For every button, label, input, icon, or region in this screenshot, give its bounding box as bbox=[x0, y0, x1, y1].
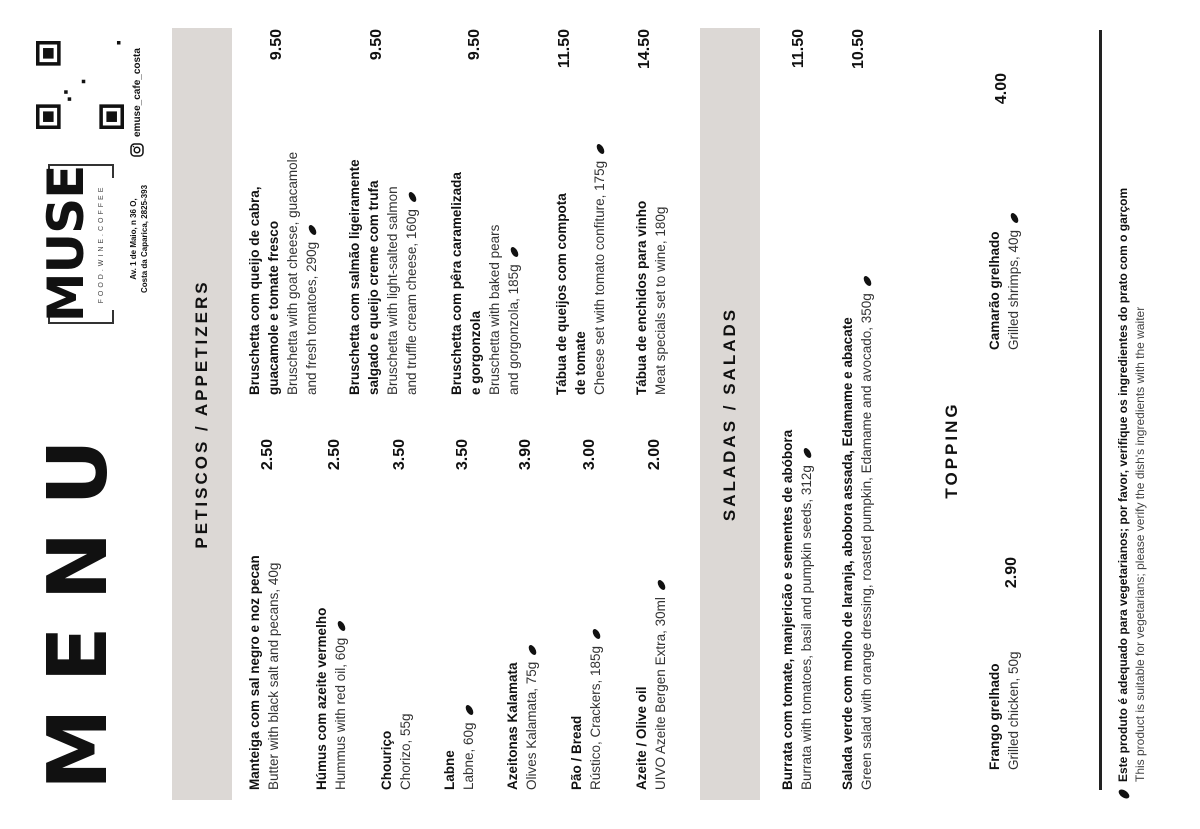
menu-item bbox=[632, 579, 670, 790]
item-name: Tábua de enchidos para vinho bbox=[634, 200, 649, 395]
item-name: e gorgonzola bbox=[468, 311, 483, 395]
item-description bbox=[857, 275, 876, 790]
menu-item bbox=[567, 628, 605, 790]
item-name: Camarão grelhado bbox=[987, 231, 1002, 350]
item-description bbox=[504, 172, 523, 395]
divider bbox=[1099, 30, 1102, 790]
leaf-icon bbox=[799, 447, 814, 465]
item-description bbox=[485, 172, 504, 395]
menu-item bbox=[985, 212, 1023, 350]
item-description bbox=[383, 159, 402, 395]
leaf-icon bbox=[859, 275, 874, 293]
item-description-text: Grilled shrimps, 40g bbox=[1006, 229, 1021, 350]
item-name: Chouriço bbox=[379, 730, 394, 790]
leaf-icon bbox=[506, 246, 521, 264]
item-name: Labne bbox=[442, 750, 457, 790]
qr-code-icon[interactable] bbox=[36, 41, 124, 129]
item-description bbox=[590, 143, 609, 395]
item-description bbox=[651, 201, 670, 395]
item-description bbox=[522, 644, 541, 790]
muse-logo bbox=[38, 164, 130, 324]
menu-item bbox=[985, 651, 1023, 770]
item-description bbox=[331, 608, 350, 790]
item-price: 3.50 bbox=[391, 439, 408, 471]
item-description bbox=[459, 704, 478, 790]
item-description-text: Bruschetta with baked pears bbox=[487, 224, 502, 395]
item-price: 2.00 bbox=[646, 439, 663, 471]
item-price: 10.50 bbox=[850, 29, 867, 70]
item-name: de tomate bbox=[573, 331, 588, 395]
instagram-icon bbox=[130, 143, 144, 157]
item-description bbox=[797, 430, 816, 790]
item-price: 11.50 bbox=[790, 29, 807, 69]
menu-item bbox=[503, 644, 541, 790]
address bbox=[128, 169, 150, 309]
item-description bbox=[283, 152, 302, 395]
item-description-text: Meat specials set to wine, 180g bbox=[653, 206, 668, 395]
menu-item bbox=[345, 159, 421, 395]
item-name: Frango grelhado bbox=[987, 663, 1002, 770]
item-description-text: Rústico, Crackers, 185g bbox=[588, 645, 603, 790]
item-description bbox=[1004, 651, 1023, 770]
item-name: Pão / Bread bbox=[569, 715, 584, 790]
item-price: 2.50 bbox=[259, 439, 276, 471]
vegetarian-note-en: This product is suitable for vegetarians; please verify the dish's ingredients with the waiter bbox=[1133, 306, 1147, 782]
item-description-text: Green salad with orange dressing, roasted pumpkin, Edamame and avocado, 350g bbox=[859, 293, 874, 790]
item-price: 3.50 bbox=[454, 439, 471, 471]
item-description bbox=[402, 159, 421, 395]
item-description-text: Grilled chicken, 50g bbox=[1006, 651, 1021, 770]
item-description-text: and fresh tomatoes, 290g bbox=[304, 241, 319, 395]
item-name: Bruschetta com salmão ligeiramente bbox=[347, 159, 362, 395]
menu-item bbox=[312, 608, 350, 790]
leaf-icon bbox=[304, 224, 319, 242]
menu-item bbox=[632, 201, 670, 395]
vegetarian-note bbox=[1115, 188, 1149, 800]
leaf-icon bbox=[1117, 788, 1131, 800]
item-description-text: Labne, 60g bbox=[461, 722, 476, 790]
menu-item bbox=[447, 172, 523, 395]
item-description bbox=[1004, 212, 1023, 350]
item-name: Azeite / Olive oil bbox=[634, 686, 649, 790]
item-price: 9.50 bbox=[268, 29, 285, 61]
item-name: Manteiga com sal negro e noz pecan bbox=[247, 555, 262, 790]
vegetarian-note-pt: Este produto é adequado para vegetarianos; por favor, verifique os ingredientes do prato com o garçom bbox=[1116, 187, 1130, 782]
item-name: Bruschetta com pêra caramelizada bbox=[449, 172, 464, 395]
menu-item bbox=[245, 152, 321, 395]
leaf-icon bbox=[524, 644, 539, 662]
menu-item bbox=[245, 555, 283, 790]
item-price: 2.90 bbox=[1003, 557, 1020, 589]
item-price: 3.00 bbox=[581, 439, 598, 471]
item-description bbox=[264, 555, 283, 790]
item-description-text: UIVO Azeite Bergen Extra, 30ml bbox=[653, 597, 668, 790]
item-name: Bruschetta com queijo de cabra, bbox=[247, 186, 262, 395]
logo-tagline: FOOD.WINE.COFFEE bbox=[98, 184, 105, 304]
leaf-icon bbox=[588, 628, 603, 646]
item-name: salgado e queijo creme com trufa bbox=[366, 180, 381, 395]
item-description-text: Butter with black salt and pecans, 40g bbox=[266, 562, 281, 790]
item-price: 11.50 bbox=[556, 29, 573, 69]
item-price: 3.90 bbox=[517, 439, 534, 471]
item-description bbox=[302, 152, 321, 395]
address-line: Av. 1 de Maio, n 36 O, bbox=[129, 198, 138, 280]
leaf-icon bbox=[333, 620, 348, 638]
item-name: guacamole e tomate fresco bbox=[266, 220, 281, 395]
leaf-icon bbox=[461, 704, 476, 722]
logo-word: MUSE bbox=[37, 165, 95, 323]
item-description bbox=[586, 628, 605, 790]
menu-item bbox=[552, 143, 609, 395]
item-name: Azeitonas Kalamata bbox=[505, 662, 520, 790]
item-name: Húmus com azeite vermelho bbox=[314, 607, 329, 790]
leaf-icon bbox=[1006, 212, 1021, 230]
item-description-text: Olives Kalamata, 75g bbox=[524, 661, 539, 790]
item-name: Salada verde com molho de laranja, abobora assada, Edamame e abacate bbox=[840, 317, 855, 790]
item-price: 4.00 bbox=[993, 73, 1010, 105]
salads-section-header: SALADAS / SALADS bbox=[700, 28, 760, 800]
leaf-icon bbox=[653, 579, 668, 597]
instagram-link[interactable] bbox=[130, 48, 144, 157]
menu-item bbox=[440, 704, 478, 790]
appetizers-section-header: PETISCOS / APPETIZERS bbox=[172, 28, 232, 800]
item-price: 14.50 bbox=[636, 29, 653, 70]
item-price: 2.50 bbox=[326, 439, 343, 471]
item-description-text: Cheese set with tomato confiture, 175g bbox=[592, 160, 607, 395]
item-name: Tábua de queijos com compota bbox=[554, 193, 569, 395]
item-description bbox=[396, 713, 415, 790]
topping-section-header: TOPPING bbox=[942, 401, 961, 499]
address-line: Costa da Caparica, 2825-393 bbox=[140, 184, 149, 294]
item-description-text: Chorizo, 55g bbox=[398, 713, 413, 790]
item-price: 9.50 bbox=[466, 29, 483, 61]
item-description-text: and gorgonzola, 185g bbox=[506, 264, 521, 395]
item-description-text: and truffle cream cheese, 160g bbox=[404, 209, 419, 395]
menu-item bbox=[377, 713, 415, 790]
leaf-icon bbox=[404, 191, 419, 209]
item-description-text: Bruschetta with goat cheese, guacamole bbox=[285, 151, 300, 395]
menu-item bbox=[838, 275, 876, 790]
instagram-handle: emuse_cafe_costa bbox=[131, 48, 143, 137]
item-description-text: Hummus with red oil, 60g bbox=[333, 637, 348, 790]
leaf-icon bbox=[592, 143, 607, 161]
item-description-text: Burrata with tomatoes, basil and pumpkin seeds, 312g bbox=[799, 465, 814, 790]
item-description-text: Bruschetta with light-salted salmon bbox=[385, 186, 400, 395]
item-price: 9.50 bbox=[368, 29, 385, 61]
menu-title: MENU bbox=[31, 413, 126, 790]
item-description bbox=[651, 579, 670, 790]
item-name: Burrata com tomate, manjericão e sementes de abóbora bbox=[780, 429, 795, 790]
menu-item bbox=[778, 430, 816, 790]
